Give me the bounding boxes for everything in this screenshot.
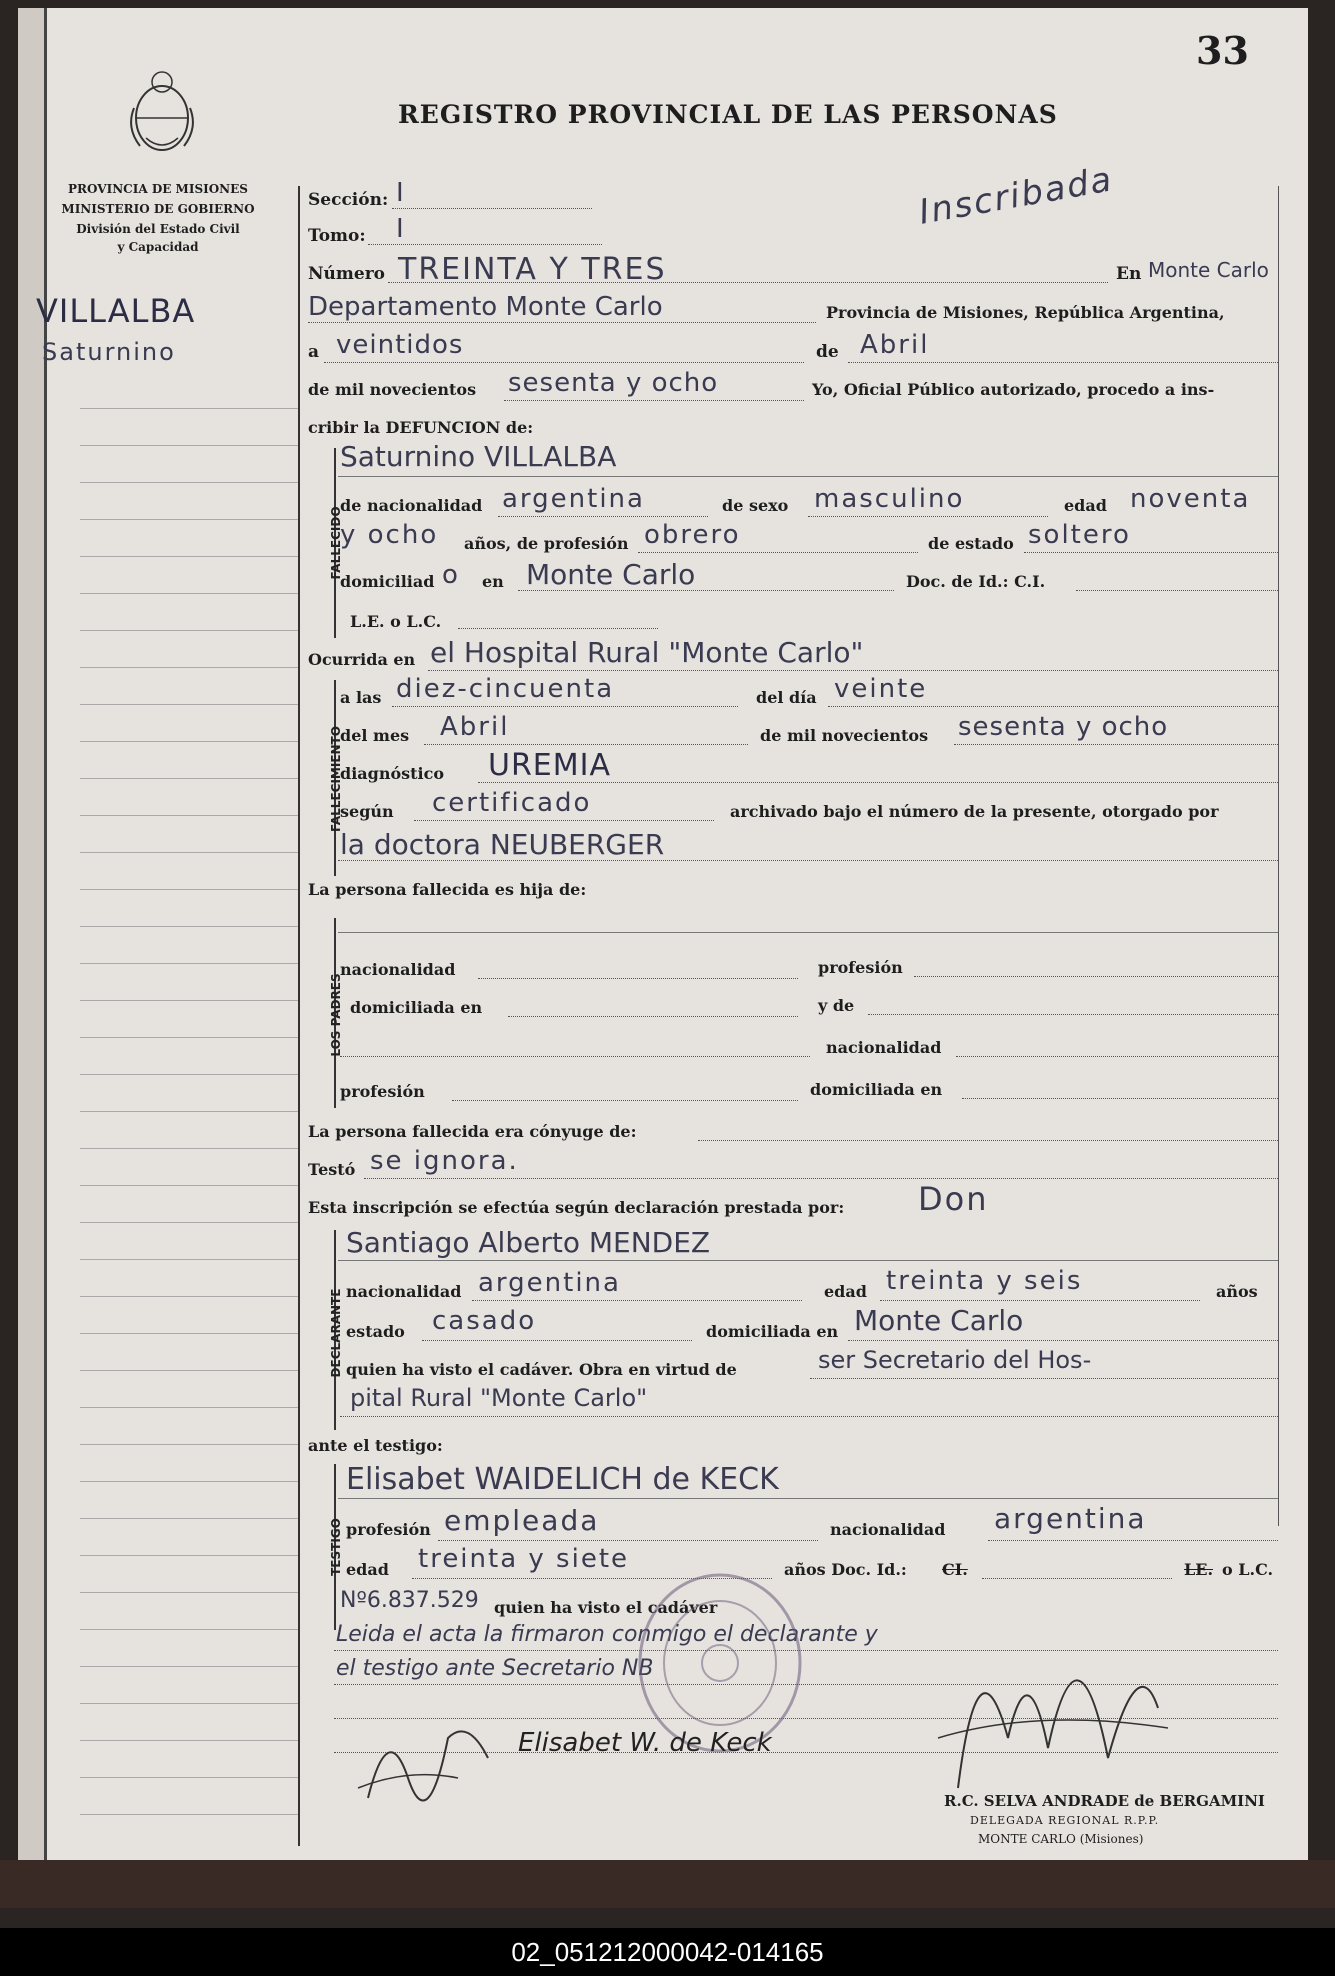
en-label-2: en [482,572,504,591]
registrar-place: MONTE CARLO (Misiones) [978,1832,1144,1846]
hora-value: diez-cincuenta [396,674,615,704]
division-label-2: y Capacidad [117,240,199,254]
inscripcion-label: Esta inscripción se efectúa según declaración prestada por: [308,1198,845,1217]
registrar-name: R.C. SELVA ANDRADE de BERGAMINI [944,1792,1265,1810]
testigo-nombre-value: Elisabet WAIDELICH de KECK [346,1462,779,1497]
seccion-value: I [396,178,406,208]
test-lc-label: o L.C. [1222,1560,1274,1579]
content-border [298,186,300,1846]
quien-visto-label: quien ha visto el cadáver. Obra en virtud de [346,1360,737,1379]
hija-de-label: La persona fallecida es hija de: [308,880,587,899]
image-id-caption: 02_051212000042-014165 [0,1928,1335,1976]
numero-label: Número [308,264,385,284]
nacionalidad-label: de nacionalidad [340,496,483,515]
padres-side-label: LOS PADRES [329,973,343,1057]
ministry-label: MINISTERIO DE GOBIERNO [61,202,255,216]
decl-domicilio-label: domiciliada en [706,1322,839,1341]
test-edad-label: edad [346,1560,389,1579]
dia-fallec-value: veinte [834,674,928,704]
dia-value: veintidos [336,330,464,360]
decl-nacionalidad-value: argentina [478,1268,621,1298]
de-mil-label: de mil novecientos [308,380,477,399]
en-label: En [1116,264,1142,284]
testo-label: Testó [308,1160,356,1179]
ocurrida-label: Ocurrida en [308,650,416,669]
test-profesion-value: empleada [444,1504,600,1537]
estado-label: de estado [928,534,1014,553]
registrar-title: DELEGADA REGIONAL R.P.P. [970,1814,1160,1827]
seccion-label: Sección: [308,190,389,210]
fallecimiento-side-label: FALLECIMIENTO [329,726,343,832]
decl-domicilio-value: Monte Carlo [854,1304,1024,1337]
del-mes-label: del mes [340,726,410,745]
test-le-label: LE. [1184,1560,1214,1579]
en-lugar-value: Monte Carlo [1148,258,1269,282]
scan-background [0,1860,1335,1908]
tomo-value: I [396,214,406,244]
test-doc-value: Nº6.837.529 [340,1588,479,1613]
test-quien-label: quien ha visto el cadáver [494,1598,718,1617]
padre-domicilio-label: domiciliada en [350,998,483,1017]
y-de-label: y de [818,996,855,1015]
test-edad-value: treinta y siete [418,1544,630,1574]
sexo-value: masculino [814,484,965,514]
ante-testigo-label: ante el testigo: [308,1436,443,1455]
a-label: a [308,342,320,362]
closing-line-1: Leida el acta la firmaron conmigo el declarante y [336,1622,878,1647]
domiciliado-suffix: o [442,560,460,590]
declarante-side-label: DECLARANTE [329,1288,343,1378]
page-title: REGISTRO PROVINCIAL DE LAS PERSONAS [398,100,1058,129]
madre-profesion-label: profesión [340,1082,425,1101]
domiciliado-label: domiciliad [340,572,435,591]
estado-value: soltero [1028,520,1131,550]
madre-nacionalidad-label: nacionalidad [826,1038,942,1057]
declarante-nombre-value: Santiago Alberto MENDEZ [346,1226,711,1259]
decl-anos-label: años [1216,1282,1258,1301]
numero-value: TREINTA Y TRES [398,252,667,287]
nacionalidad-value: argentina [502,484,645,514]
declarante-por-value: Don [918,1180,989,1218]
anos-profesion-label: años, de profesión [464,534,629,553]
closing-line-2: el testigo ante Secretario NB [336,1656,654,1681]
declarante-signature [348,1698,508,1818]
header-signature: Inscribada [916,159,1117,233]
testo-value: se ignora. [370,1146,519,1176]
departamento-value: Departamento Monte Carlo [308,292,663,322]
decl-edad-label: edad [824,1282,867,1301]
decl-estado-label: estado [346,1322,405,1341]
del-dia-label: del día [756,688,817,707]
division-label: División del Estado Civil [76,222,240,236]
margin-surname: VILLALBA [36,292,196,330]
sexo-label: de sexo [722,496,789,515]
segun-value: certificado [432,788,592,818]
diagnostico-label: diagnóstico [340,764,445,783]
yo-oficial-label: Yo, Oficial Público autorizado, procedo a ins- [812,380,1215,399]
profesion-value: obrero [644,520,741,550]
test-nacionalidad-value: argentina [994,1502,1147,1535]
padre-nacionalidad-label: nacionalidad [340,960,456,979]
coat-of-arms-emblem [126,68,198,158]
decl-virtud-value-1: ser Secretario del Hos- [818,1346,1092,1374]
registrar-signature [918,1588,1178,1808]
edad-value-2: y ocho [340,520,439,550]
otorgado-value: la doctora NEUBERGER [340,828,665,861]
province-label: PROVINCIA DE MISIONES [68,182,248,196]
ocurrida-value: el Hospital Rural "Monte Carlo" [430,636,864,669]
register-page [18,8,1308,1860]
le-lc-label: L.E. o L.C. [350,612,442,631]
decl-edad-value: treinta y seis [886,1266,1083,1296]
provincia-label: Provincia de Misiones, República Argentina, [826,303,1225,322]
segun-label: según [340,802,394,821]
test-profesion-label: profesión [346,1520,431,1539]
testigo-signature: Elisabet W. de Keck [518,1728,772,1758]
domicilio-value: Monte Carlo [526,558,696,591]
cribir-label: cribir la DEFUNCION de: [308,418,534,437]
test-ci-label: CI. [942,1560,968,1579]
madre-domicilio-label: domiciliada en [810,1080,943,1099]
doc-id-label: Doc. de Id.: C.I. [906,572,1046,591]
page-binding [18,8,47,1860]
decl-virtud-value-2: pital Rural "Monte Carlo" [350,1384,648,1412]
decl-nacionalidad-label: nacionalidad [346,1282,462,1301]
de-label: de [816,342,839,362]
anio-value: sesenta y ocho [508,368,719,398]
margin-given-name: Saturnino [42,338,176,366]
content-border-right [1278,186,1279,1526]
fallecido-side-label: FALLECIDO [329,506,343,580]
de-mil-label-2: de mil novecientos [760,726,929,745]
test-anos-doc-label: años Doc. Id.: [784,1560,907,1579]
anio-fallec-value: sesenta y ocho [958,712,1169,742]
tomo-label: Tomo: [308,226,366,246]
mes-value: Abril [860,330,930,360]
page-number: 33 [1196,28,1249,73]
decl-estado-value: casado [432,1306,537,1336]
mes-fallec-value: Abril [440,712,510,742]
test-nacionalidad-label: nacionalidad [830,1520,946,1539]
diagnostico-value: UREMIA [488,748,612,783]
testigo-side-label: TESTIGO [329,1518,343,1576]
conyuge-label: La persona fallecida era cónyuge de: [308,1122,637,1141]
padre-profesion-label: profesión [818,958,903,977]
a-las-label: a las [340,688,382,707]
archivado-label: archivado bajo el número de la presente, otorgado por [730,802,1219,821]
edad-value-1: noventa [1130,484,1251,514]
edad-label: edad [1064,496,1107,515]
fallecido-nombre-value: Saturnino VILLALBA [340,440,617,473]
